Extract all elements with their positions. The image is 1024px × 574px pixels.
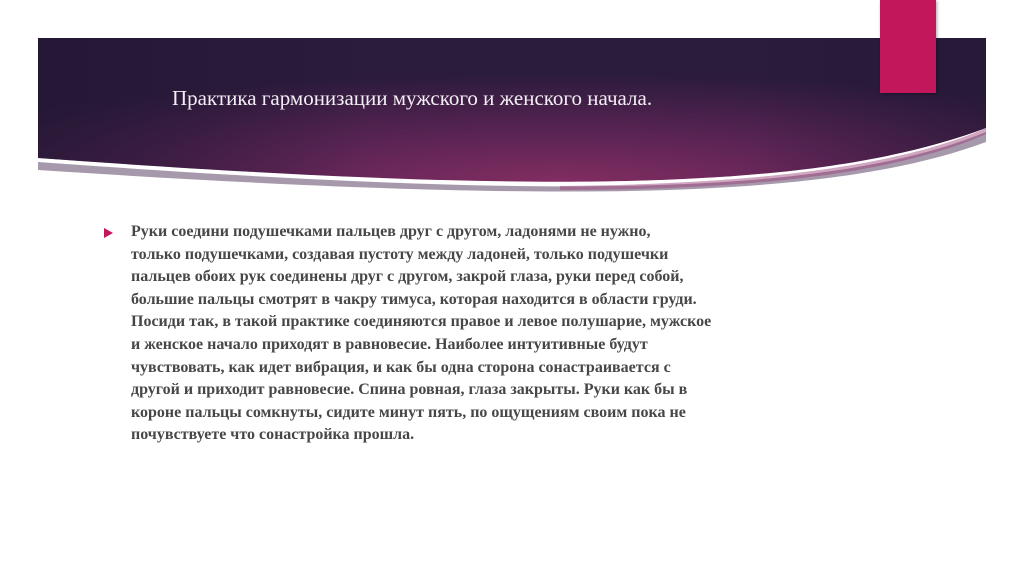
body-line: Руки соедини подушечками пальцев друг с другом, ладонями не нужно, <box>131 223 651 240</box>
accent-tab <box>880 0 936 93</box>
body-line: чувствовать, как идет вибрация, и как бы одна сторона сонастраивается с <box>131 358 671 376</box>
body-line: короне пальцы сомкнуты, сидите минут пять, по ощущениям своим пока не <box>131 403 686 421</box>
slide-title: Практика гармонизации мужского и женского начала. <box>172 86 653 110</box>
body-line: другой и приходит равновесие. Спина ровная, глаза закрыты. Руки как бы в <box>131 381 688 399</box>
body-paragraph <box>131 221 843 447</box>
body-line: Посиди так, в такой практике соединяются правое и левое полушарие, мужское <box>131 313 712 331</box>
body-line: пальцев обоих рук соединены друг с другом, закрой глаза, руки перед собой, <box>131 268 684 286</box>
body-line: и женское начало приходят в равновесие. Наиболее интуитивные будут <box>131 335 648 353</box>
body-line: почувствуете что сонастройка прошла. <box>131 426 415 444</box>
body-line: только подушечками, создавая пустоту между ладоней, только подушечки <box>131 245 669 263</box>
triangle-bullet-icon <box>104 228 113 238</box>
body-line: большие пальцы смотрят в чакру тимуса, которая находится в области груди. <box>131 290 697 308</box>
